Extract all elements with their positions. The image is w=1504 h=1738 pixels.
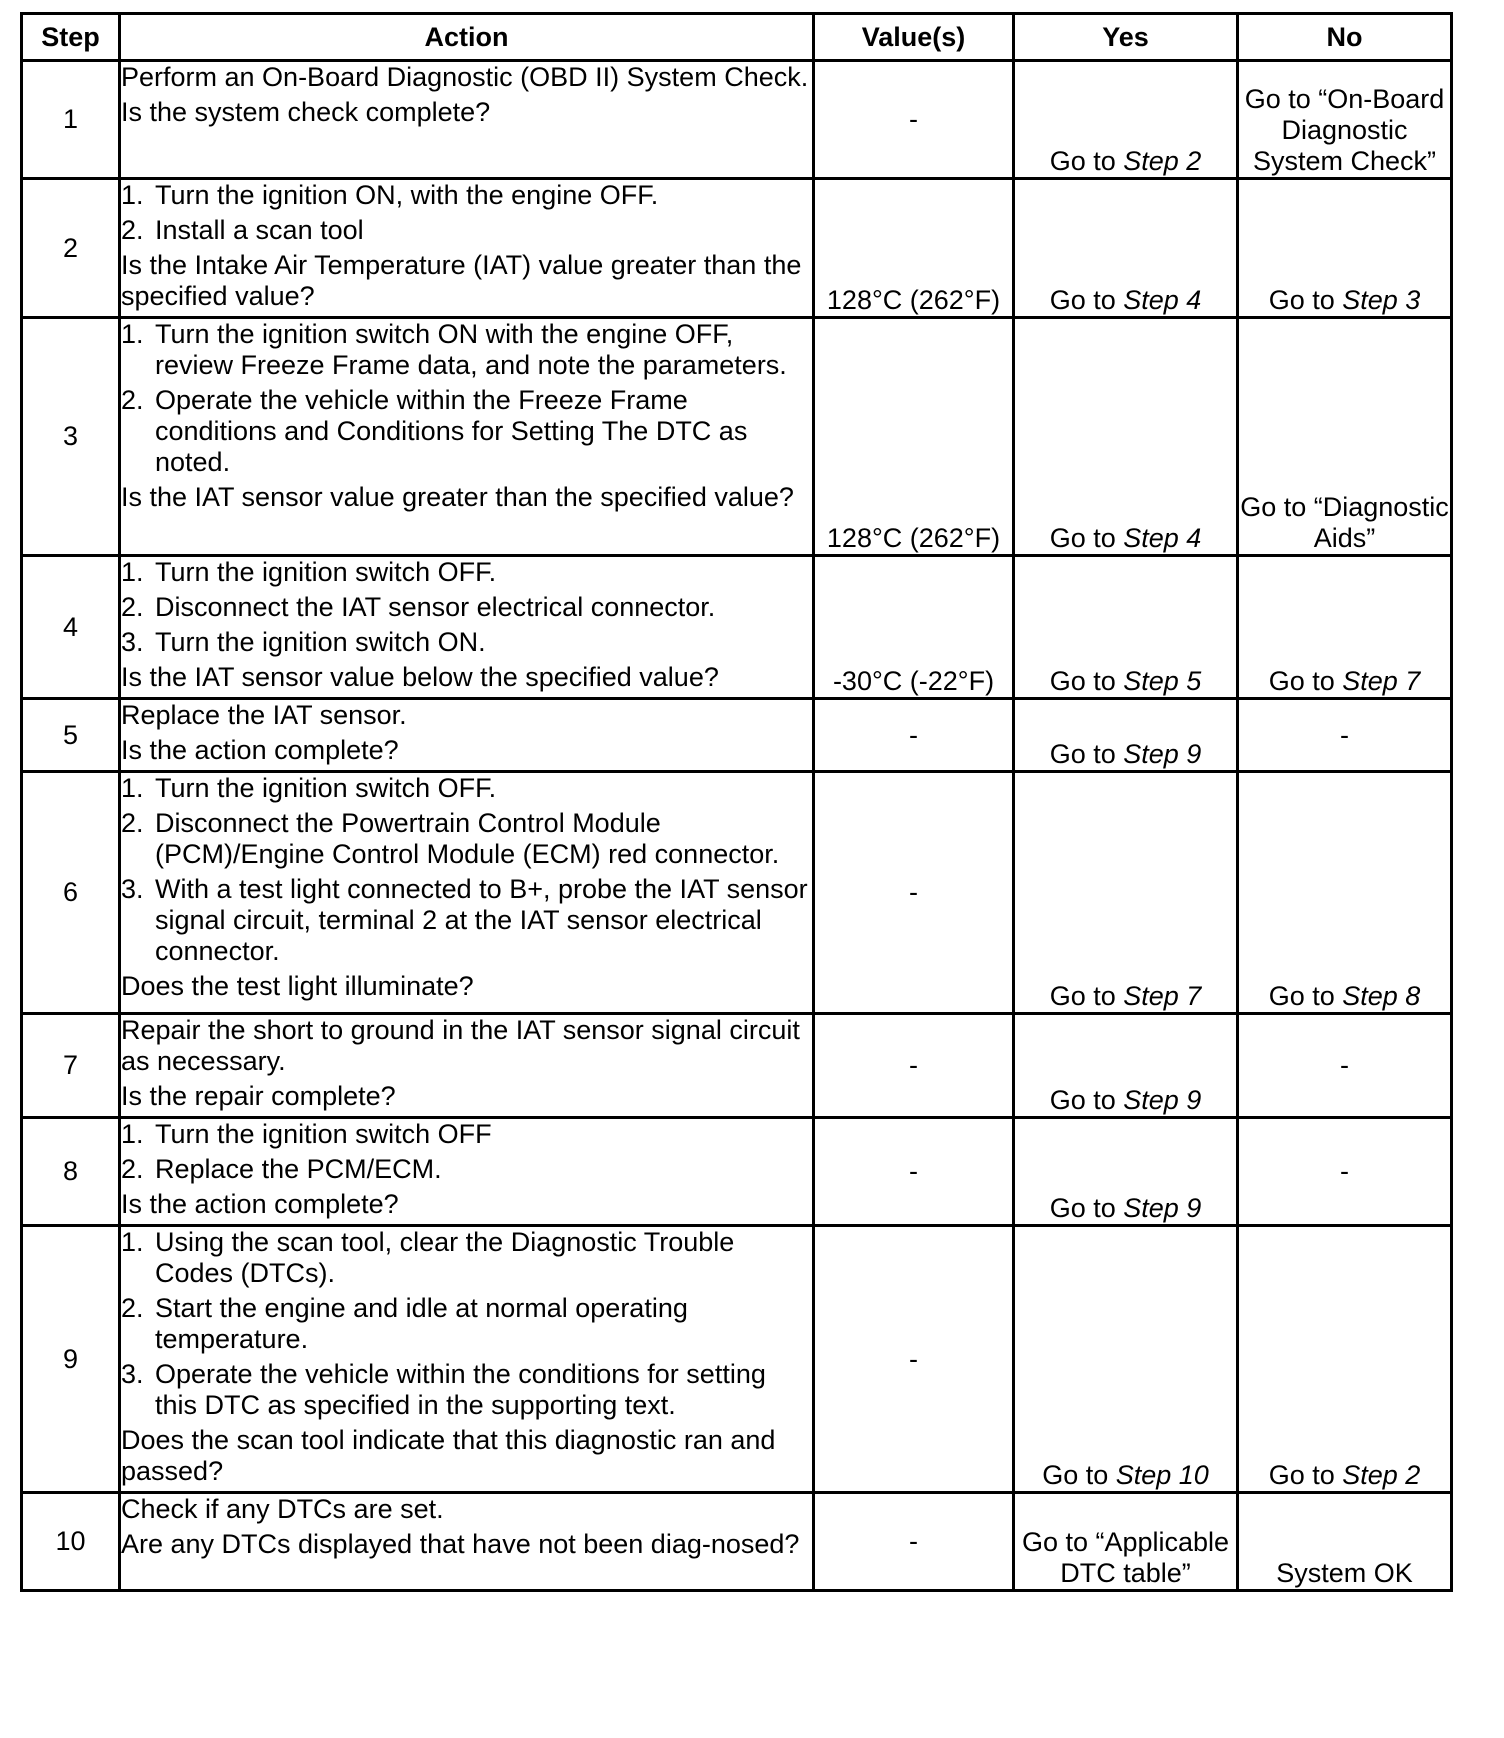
value-cell: - [814,1014,1014,1118]
step-reference: Step 4 [1123,285,1202,315]
table-row [22,556,1452,699]
table-row [22,1493,1452,1591]
action-step-item [121,627,812,658]
action-step-text: Replace the PCM/ECM. [155,1154,442,1184]
outcome-text: - [1340,1156,1349,1186]
value-cell: -30°C (-22°F) [814,556,1014,699]
no-cell [1238,556,1452,699]
action-text: Is the Intake Air Temperature (IAT) value greater than the specified value? [121,250,802,311]
action-step-item [121,773,812,804]
value-cell: - [814,772,1014,1014]
outcome-text: Go to “On-Board Diagnostic System Check” [1244,84,1445,176]
no-cell [1238,1493,1452,1591]
action-step-number: 2. [121,1293,144,1323]
step-number: 9 [22,1226,120,1493]
action-step-number: 1. [121,773,144,803]
action-step-item [121,557,812,588]
action-step-number: 1. [121,557,144,587]
action-step-item [121,180,812,211]
action-step-item [121,1359,812,1421]
action-step-text: With a test light connected to B+, probe the IAT sensor signal circuit, terminal 2 at the IAT sensor electrical connector. [155,874,808,966]
yes-cell [1014,699,1238,772]
goto-prefix: Go to [1268,1460,1343,1490]
action-text: Does the test light illuminate? [121,971,474,1001]
action-step-item [121,385,812,478]
action-step-item [121,592,812,623]
action-step-text: Turn the ignition switch ON with the engine OFF, review Freeze Frame data, and note the parameters. [155,319,787,380]
no-cell [1238,318,1452,556]
step-number: 1 [22,61,120,179]
action-cell [120,1014,814,1118]
goto-prefix: Go to [1049,285,1124,315]
goto-prefix: Go to [1268,981,1343,1011]
action-step-text: Install a scan tool [155,215,364,245]
goto-prefix: Go to [1268,666,1343,696]
table-row [22,1014,1452,1118]
action-step-number: 1. [121,1119,144,1149]
action-step-number: 1. [121,180,144,210]
yes-cell [1014,318,1238,556]
goto-prefix: Go to [1049,523,1124,553]
no-cell [1238,61,1452,179]
no-cell [1238,179,1452,318]
action-text: Does the scan tool indicate that this diagnostic ran and passed? [121,1425,776,1486]
action-text: Is the system check complete? [121,97,491,127]
header-row [22,14,1452,61]
action-text: Replace the IAT sensor. [121,700,407,730]
yes-cell [1014,556,1238,699]
value-cell: - [814,699,1014,772]
action-step-item [121,1293,812,1355]
step-number: 6 [22,772,120,1014]
action-step-item [121,1119,812,1150]
goto-prefix: Go to [1268,285,1343,315]
no-cell [1238,1014,1452,1118]
action-text: Are any DTCs displayed that have not been diag-nosed? [121,1529,800,1559]
action-text: Is the IAT sensor value greater than the specified value? [121,482,794,512]
action-step-number: 3. [121,1359,144,1389]
table-row [22,61,1452,179]
action-text: Perform an On-Board Diagnostic (OBD II) System Check. [121,62,809,92]
outcome-text: Go to “Applicable DTC table” [1021,1527,1230,1588]
yes-cell [1014,179,1238,318]
action-cell [120,1118,814,1226]
step-number: 8 [22,1118,120,1226]
action-step-text: Operate the vehicle within the conditions for setting this DTC as specified in the supporting text. [155,1359,766,1420]
value-cell: 128°C (262°F) [814,179,1014,318]
goto-prefix: Go to [1049,146,1124,176]
goto-prefix: Go to [1042,1460,1116,1490]
step-reference: Step 4 [1123,523,1202,553]
action-step-item [121,1227,812,1289]
header-no: No [1238,14,1452,61]
step-reference: Step 2 [1342,1460,1421,1490]
action-cell [120,1226,814,1493]
goto-prefix: Go to [1049,666,1124,696]
action-step-text: Turn the ignition switch OFF. [155,557,497,587]
action-cell [120,318,814,556]
action-step-text: Disconnect the IAT sensor electrical connector. [155,592,716,622]
action-text: Check if any DTCs are set. [121,1494,444,1524]
goto-prefix: Go to [1049,1193,1124,1223]
action-step-number: 2. [121,215,144,245]
action-step-item [121,874,812,967]
action-cell [120,699,814,772]
yes-cell [1014,772,1238,1014]
action-step-text: Turn the ignition switch OFF. [155,773,497,803]
step-reference: Step 2 [1123,146,1202,176]
action-text: Is the repair complete? [121,1081,396,1111]
step-reference: Step 7 [1123,981,1202,1011]
table-row [22,179,1452,318]
value-cell: - [814,1493,1014,1591]
yes-cell [1014,1493,1238,1591]
no-cell [1238,1226,1452,1493]
action-step-number: 3. [121,627,144,657]
header-step: Step [22,14,120,61]
action-step-text: Turn the ignition switch ON. [155,627,486,657]
action-step-number: 2. [121,1154,144,1184]
action-cell [120,61,814,179]
step-reference: Step 8 [1342,981,1421,1011]
value-cell: - [814,61,1014,179]
action-text: Is the action complete? [121,1189,399,1219]
action-text: Is the IAT sensor value below the specified value? [121,662,719,692]
step-reference: Step 9 [1123,1085,1202,1115]
action-step-number: 1. [121,319,144,349]
action-step-text: Turn the ignition ON, with the engine OFF. [155,180,659,210]
value-cell: 128°C (262°F) [814,318,1014,556]
table-row [22,772,1452,1014]
outcome-text: - [1340,719,1349,750]
outcome-text: Go to “Diagnostic Aids” [1240,492,1449,553]
no-cell [1238,1118,1452,1226]
outcome-text: - [1340,1050,1349,1080]
value-cell: - [814,1118,1014,1226]
action-step-number: 1. [121,1227,144,1257]
action-step-text: Start the engine and idle at normal operating temperature. [155,1293,688,1354]
goto-prefix: Go to [1049,739,1124,769]
goto-prefix: Go to [1049,1085,1124,1115]
action-step-text: Turn the ignition switch OFF [155,1119,492,1149]
outcome-text: System OK [1276,1558,1413,1588]
action-text: Repair the short to ground in the IAT sensor signal circuit as necessary. [121,1015,800,1076]
action-step-text: Disconnect the Powertrain Control Module (PCM)/Engine Control Module (ECM) red connector. [155,808,780,869]
yes-cell [1014,1118,1238,1226]
step-number: 2 [22,179,120,318]
step-number: 4 [22,556,120,699]
action-cell [120,179,814,318]
step-number: 5 [22,699,120,772]
no-cell [1238,772,1452,1014]
action-cell [120,772,814,1014]
step-reference: Step 3 [1342,285,1421,315]
step-reference: Step 5 [1123,666,1202,696]
table-row [22,1118,1452,1226]
action-step-text: Operate the vehicle within the Freeze Frame conditions and Conditions for Setting The DTC as noted. [155,385,748,477]
step-reference: Step 10 [1115,1460,1209,1490]
action-step-number: 2. [121,385,144,415]
value-cell: - [814,1226,1014,1493]
yes-cell [1014,61,1238,179]
yes-cell [1014,1014,1238,1118]
header-action: Action [120,14,814,61]
step-number: 10 [22,1493,120,1591]
action-text: Is the action complete? [121,735,399,765]
step-reference: Step 9 [1123,739,1202,769]
action-step-number: 2. [121,808,144,838]
action-step-number: 2. [121,592,144,622]
table-row [22,1226,1452,1493]
header-yes: Yes [1014,14,1238,61]
action-cell [120,556,814,699]
goto-prefix: Go to [1049,981,1124,1011]
table-row [22,699,1452,772]
step-number: 7 [22,1014,120,1118]
step-reference: Step 9 [1123,1193,1202,1223]
step-number: 3 [22,318,120,556]
yes-cell [1014,1226,1238,1493]
table-row [22,318,1452,556]
action-step-number: 3. [121,874,144,904]
step-reference: Step 7 [1342,666,1421,696]
header-values: Value(s) [814,14,1014,61]
action-step-item [121,808,812,870]
action-step-item [121,319,812,381]
action-step-item [121,215,812,246]
action-cell [120,1493,814,1591]
diagnostic-table [20,12,1453,1592]
action-step-text: Using the scan tool, clear the Diagnostic Trouble Codes (DTCs). [155,1227,735,1288]
action-step-item [121,1154,812,1185]
no-cell [1238,699,1452,772]
